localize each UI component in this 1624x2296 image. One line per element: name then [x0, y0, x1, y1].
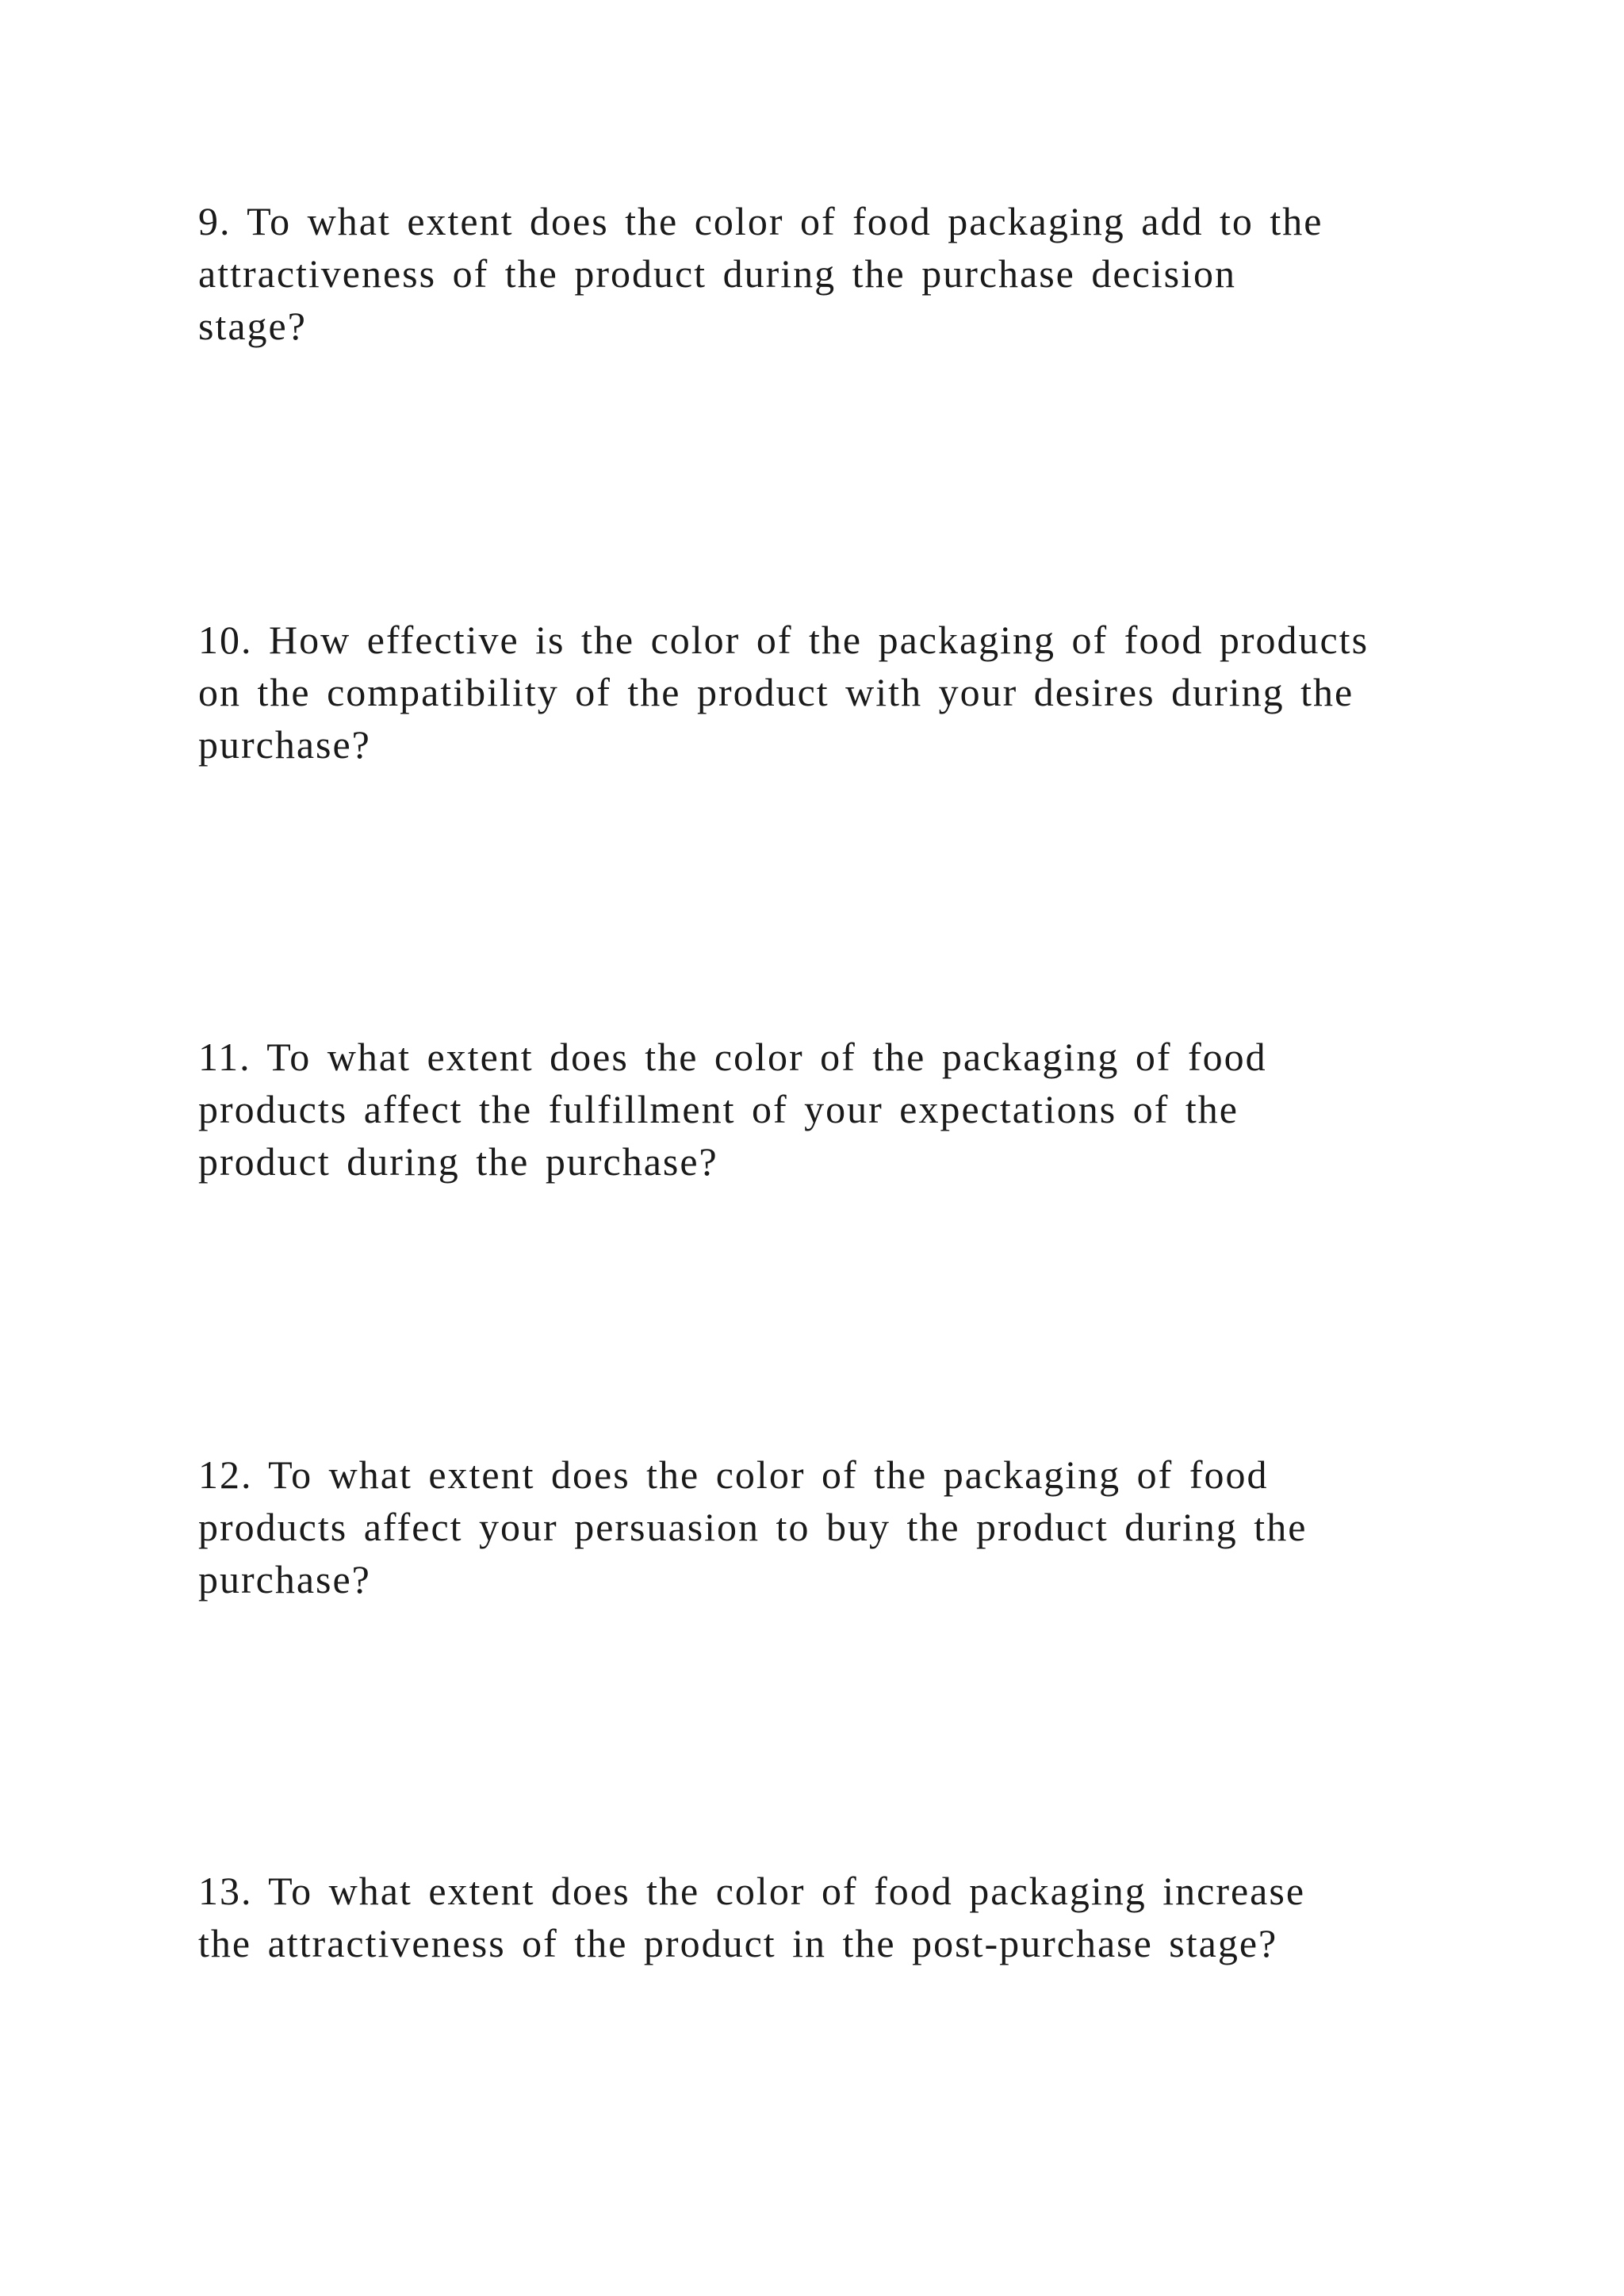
question-line: product during the purchase?	[198, 1139, 718, 1184]
question-9	[198, 195, 1435, 352]
question-12	[198, 1448, 1435, 1605]
question-line: products affect the fulfillment of your expectations of the	[198, 1087, 1239, 1131]
question-13	[198, 1865, 1435, 1969]
question-line: purchase?	[198, 722, 371, 767]
question-line: products affect your persuasion to buy the product during the	[198, 1505, 1308, 1549]
question-line: 9. To what extent does the color of food packaging add to the	[198, 199, 1323, 243]
question-line: stage?	[198, 304, 307, 348]
question-line: the attractiveness of the product in the post-purchase stage?	[198, 1921, 1278, 1965]
question-line: 13. To what extent does the color of food packaging increase	[198, 1869, 1306, 1913]
question-line: on the compatibility of the product with your desires during the	[198, 670, 1354, 714]
question-line: attractiveness of the product during the purchase decision	[198, 251, 1237, 296]
question-line: 12. To what extent does the color of the packaging of food	[198, 1452, 1269, 1497]
question-line: 11. To what extent does the color of the packaging of food	[198, 1035, 1267, 1079]
question-line: purchase?	[198, 1557, 371, 1601]
question-10	[198, 614, 1435, 771]
question-11	[198, 1031, 1435, 1188]
question-line: 10. How effective is the color of the packaging of food products	[198, 618, 1369, 662]
